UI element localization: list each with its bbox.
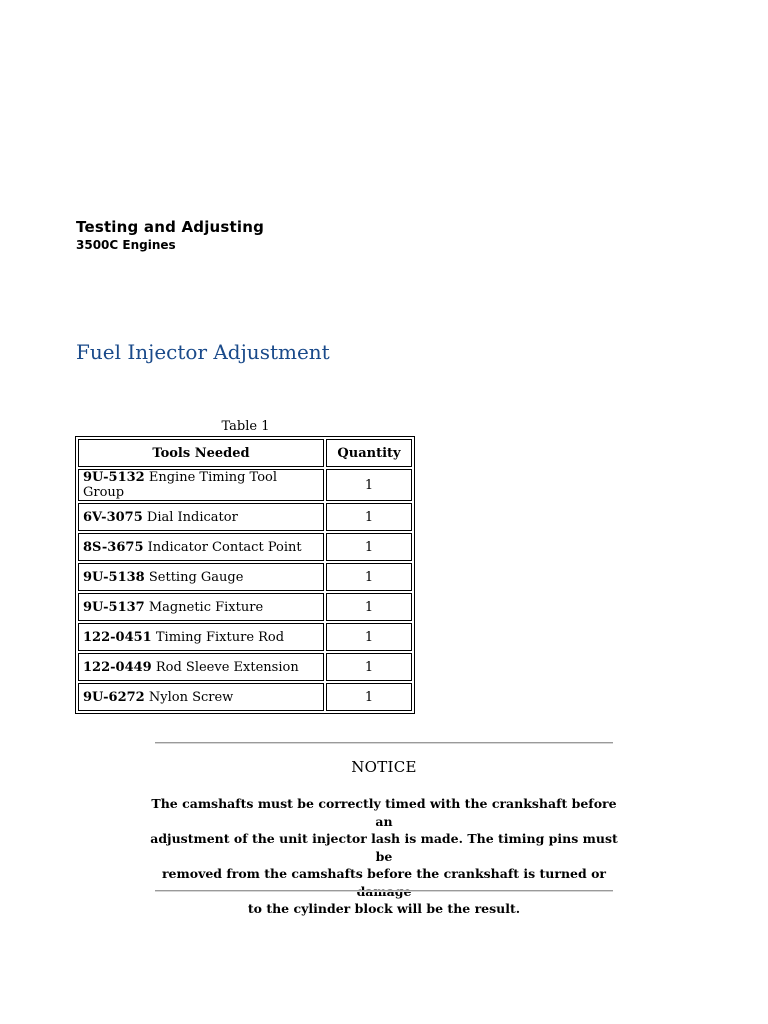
tool-name: Dial Indicator (146, 509, 238, 525)
notice-line: The camshafts must be correctly timed with the crankshaft before an (151, 796, 617, 829)
tool-cell (78, 533, 324, 561)
tool-name: Nylon Screw (148, 689, 234, 705)
table-row (78, 653, 412, 681)
quantity-cell: 1 (326, 653, 412, 681)
tool-name: Magnetic Fixture (148, 599, 264, 615)
notice-heading: NOTICE (351, 758, 417, 776)
notice-line: removed from the camshafts before the crankshaft is turned or damage (161, 866, 607, 899)
part-number: 9U-5138 (83, 569, 145, 585)
notice-line: adjustment of the unit injector lash is made. The timing pins must be (150, 831, 618, 864)
table-row (78, 533, 412, 561)
quantity-cell: 1 (326, 683, 412, 711)
notice-bottom-divider (155, 890, 613, 892)
part-number: 8S-3675 (83, 539, 144, 555)
part-number: 9U-6272 (83, 689, 145, 705)
tool-cell (78, 503, 324, 531)
quantity-cell: 1 (326, 563, 412, 591)
quantity-cell: 1 (326, 533, 412, 561)
part-number: 9U-5137 (83, 599, 145, 615)
table-caption: Table 1 (221, 419, 270, 434)
tool-cell (78, 469, 324, 501)
quantity-cell: 1 (326, 503, 412, 531)
tool-name: Setting Gauge (148, 569, 244, 585)
quantity-cell: 1 (326, 623, 412, 651)
tool-name: Rod Sleeve Extension (155, 659, 299, 675)
tools-table (75, 436, 415, 714)
quantity-cell: 1 (326, 593, 412, 621)
quantity-cell: 1 (326, 469, 412, 501)
part-number: 6V-3075 (83, 509, 143, 525)
document-subtitle: 3500C Engines (76, 238, 176, 252)
tool-cell (78, 623, 324, 651)
tool-cell (78, 683, 324, 711)
tool-cell (78, 563, 324, 591)
table-row (78, 469, 412, 501)
table-row (78, 623, 412, 651)
header-tools-needed: Tools Needed (78, 439, 324, 467)
part-number: 122-0451 (83, 629, 152, 645)
table-row (78, 563, 412, 591)
part-number: 9U-5132 (83, 470, 145, 485)
table-row (78, 503, 412, 531)
notice-text (150, 795, 618, 918)
table-row (78, 683, 412, 711)
tool-name: Engine Timing Tool Group (83, 470, 278, 500)
notice-top-divider (155, 742, 613, 744)
header-quantity: Quantity (326, 439, 412, 467)
notice-line: to the cylinder block will be the result. (247, 901, 521, 916)
table-row (78, 593, 412, 621)
table-header-row (78, 439, 412, 467)
tool-name: Indicator Contact Point (147, 539, 302, 555)
tool-cell (78, 653, 324, 681)
tool-name: Timing Fixture Rod (155, 629, 285, 645)
part-number: 122-0449 (83, 659, 152, 675)
tool-cell (78, 593, 324, 621)
section-heading: Fuel Injector Adjustment (76, 340, 330, 364)
document-title: Testing and Adjusting (76, 218, 265, 236)
